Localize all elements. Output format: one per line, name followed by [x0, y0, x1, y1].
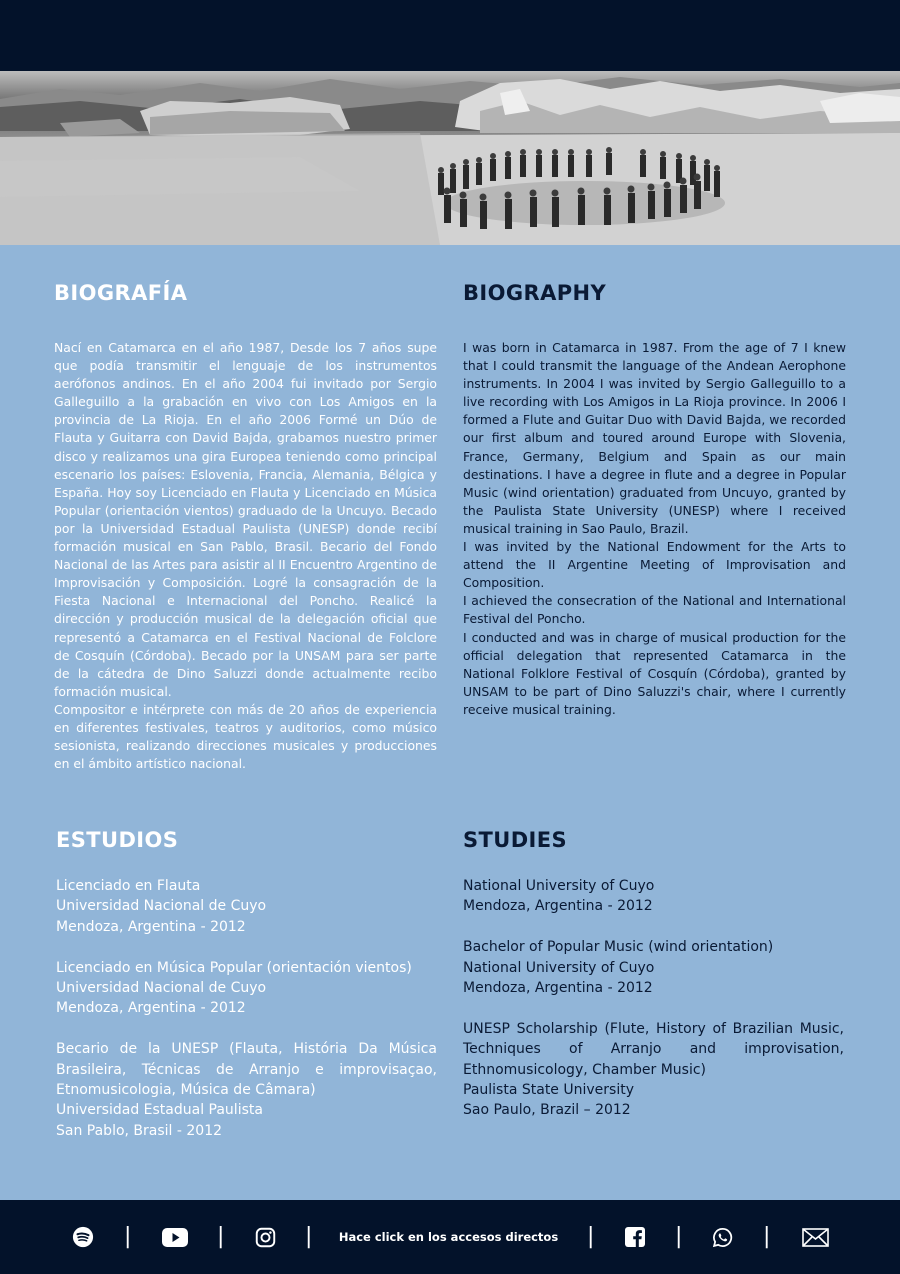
biography-en-paragraph: I conducted and was in charge of musical production for the official delegation that represented Catamarca in the National Folklore Festival of Cosquín (Córdoba), granted by UNSAM to be part of Dino Saluzzi's chair, where I currently receive musical training. — [463, 629, 846, 717]
study-degree: Becario de la UNESP (Flauta, História Da Música Brasileira, Técnicas de Arranjo e improvisaçao, Etnomusicologia, Música de Câmara) — [56, 1041, 437, 1099]
study-degree: Licenciado en Música Popular (orientación vientos) — [56, 959, 412, 976]
studies-en-title: STUDIES — [463, 828, 568, 852]
biography-en-paragraph: I was invited by the National Endowment for the Arts to attend the II Argentine Meeting of Improvisation and Composition. — [463, 539, 846, 591]
study-degree: UNESP Scholarship (Flute, History of Brazilian Music, Techniques of Arranjo and improvisation, Ethnomusicology, Chamber Music) — [463, 1020, 844, 1078]
study-institution: National University of Cuyo — [463, 959, 655, 976]
study-degree: Bachelor of Popular Music (wind orientation) — [463, 939, 774, 956]
study-institution: Universidad Nacional de Cuyo — [56, 980, 267, 997]
study-item — [463, 876, 844, 917]
youtube-icon — [162, 1228, 188, 1247]
study-location: Mendoza, Argentina - 2012 — [56, 1000, 246, 1017]
study-degree: Licenciado en Flauta — [56, 878, 201, 894]
top-bar — [0, 0, 900, 71]
studies-es-title: ESTUDIOS — [56, 828, 179, 852]
whatsapp-icon — [712, 1227, 733, 1248]
study-institution: Paulista State University — [463, 1082, 634, 1099]
biography-es-title: BIOGRAFÍA — [54, 281, 188, 305]
mail-link[interactable] — [801, 1200, 829, 1274]
youtube-link[interactable] — [161, 1200, 188, 1274]
biography-es-paragraph: Compositor e intérprete con más de 20 años de experiencia en diferentes festivales, teatros y auditorios, como músico sesionista, realizando direcciones musicales y producciones en el ámbito artístico nacional. — [54, 701, 437, 772]
biography-en-paragraph: I was born in Catamarca in 1987. From the age of 7 I knew that I could transmit the language of the Andean Aerophone instruments. In 2004 I was invited by Sergio Galleguillo to a live recording with Los Amigos in La Rioja province. In 2006 I formed a Flute and Guitar Duo with David Bajda, we recorded our first album and toured around Europe with Slovenia, France, Germany, Belgium and Spain as our main destinations. I have a degree in flute and a degree in Popular Music (wind orientation) graduated from Uncuyo, granted by the Paulista State University (UNESP) where I received musical training in Sao Paulo, Brazil. — [463, 340, 846, 536]
biography-es-section — [54, 280, 437, 306]
biography-en-section — [463, 280, 846, 306]
biography-es-text — [54, 339, 437, 773]
footer-separator: | — [587, 1224, 595, 1249]
biography-es-paragraph: Nací en Catamarca en el año 1987, Desde los 7 años supe que podía transmitir el lenguaje de los instrumentos aerófonos andinos. En el año 2004 fui invitado por Sergio Galleguillo a la grabación en vivo con Los Amigos en la provincia de La Rioja. En el año 2006 Formé un Dúo de Flauta y Guitarra con David Bajda, grabamos nuestro primer disco y realizamos una gira Europea teniendo como principal escenario los países: Eslovenia, Francia, Alemania, Bélgica y España. Hoy soy Licenciado en Flauta y Licenciado en Música Popular (orientación vientos) graduado de la Uncuyo. Becado por la Universidad Estadual Paulista (UNESP) donde recibí formación musical en San Pablo, Brasil. Becario del Fondo Nacional de las Artes para asistir al II Encuentro Argentino de Improvisación y Composición. Logré la consagración de la Fiesta Nacional e Internacional del Poncho. Realicé la dirección y producción musical de la delegación oficial que representó a Catamarca en el Festival Nacional de Folclore de Cosquín (Córdoba). Becado por la UNSAM para ser parte de la cátedra de Dino Saluzzi donde actualmente recibo formación musical. — [54, 340, 437, 699]
spotify-link[interactable] — [71, 1200, 95, 1274]
studies-en-section — [463, 827, 846, 853]
shortcut-hint-text: Hace click en los accesos directos — [338, 1230, 559, 1244]
footer-separator: | — [763, 1224, 771, 1249]
study-item — [56, 876, 437, 937]
study-institution: Universidad Nacional de Cuyo — [56, 898, 267, 915]
biography-en-title: BIOGRAPHY — [463, 281, 607, 305]
studies-en-list — [463, 876, 844, 1141]
footer-separator: | — [217, 1224, 225, 1249]
study-location: Mendoza, Argentina - 2012 — [56, 918, 246, 935]
study-location: Sao Paulo, Brazil – 2012 — [463, 1102, 631, 1119]
study-institution: Universidad Estadual Paulista — [56, 1102, 263, 1119]
hero-image — [0, 71, 900, 245]
study-item — [56, 1039, 437, 1141]
study-institution: National University of Cuyo — [463, 878, 655, 894]
whatsapp-link[interactable] — [711, 1200, 733, 1274]
shortcut-hint — [340, 1200, 557, 1274]
footer-separator: | — [675, 1224, 683, 1249]
biography-en-paragraph: I achieved the consecration of the National and International Festival del Poncho. — [463, 593, 846, 627]
study-location: Mendoza, Argentina - 2012 — [463, 898, 653, 915]
study-item — [463, 937, 844, 998]
study-item — [56, 958, 437, 1019]
facebook-link[interactable] — [624, 1200, 646, 1274]
footer-separator: | — [305, 1224, 313, 1249]
facebook-icon — [625, 1227, 645, 1247]
studies-es-section — [56, 827, 439, 853]
footer-bar — [0, 1200, 900, 1274]
spotify-icon — [72, 1226, 94, 1248]
desert-landscape-image — [0, 71, 900, 245]
study-item — [463, 1019, 844, 1121]
biography-en-text — [463, 339, 846, 719]
instagram-link[interactable] — [254, 1200, 276, 1274]
study-location: San Pablo, Brasil - 2012 — [56, 1122, 223, 1139]
instagram-icon — [255, 1227, 276, 1248]
footer-separator: | — [124, 1224, 132, 1249]
studies-es-list — [56, 876, 437, 1162]
mail-icon — [802, 1228, 829, 1247]
study-location: Mendoza, Argentina - 2012 — [463, 980, 653, 997]
